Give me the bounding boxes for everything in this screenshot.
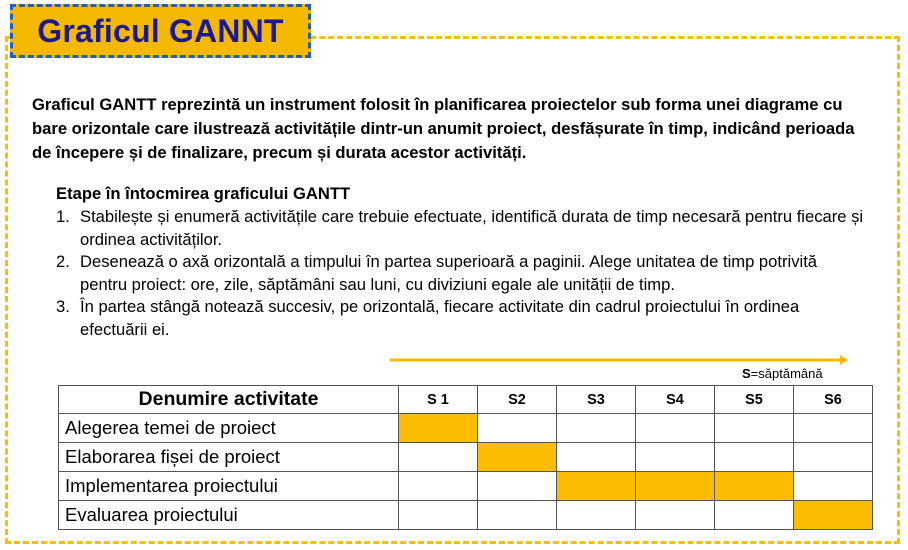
gantt-empty-cell <box>399 501 478 530</box>
gantt-empty-cell <box>636 501 715 530</box>
gantt-row <box>59 414 873 443</box>
step-item <box>56 206 866 251</box>
gantt-empty-cell <box>794 443 873 472</box>
week-header: S5 <box>715 386 794 414</box>
gantt-empty-cell <box>557 414 636 443</box>
gantt-row <box>59 443 873 472</box>
page-title: Graficul GANNT <box>37 12 284 49</box>
gantt-table <box>58 385 873 530</box>
legend-key: S <box>742 366 751 381</box>
gantt-header-row <box>59 386 873 414</box>
gantt-empty-cell <box>557 501 636 530</box>
gantt-row <box>59 501 873 530</box>
time-axis-arrow <box>390 355 848 365</box>
gantt-row <box>59 472 873 501</box>
activity-column-header: Denumire activitate <box>59 386 399 414</box>
week-header: S3 <box>557 386 636 414</box>
step-text: Desenează o axă orizontală a timpului în partea superioară a paginii. Alege unitatea de timp potrivită pentru proiect: ore, zile, săptămâni sau luni, cu diviziuni egale ale unității de timp. <box>80 252 818 294</box>
gantt-bar-cell <box>478 443 557 472</box>
week-header: S 1 <box>399 386 478 414</box>
legend-text: =săptămână <box>750 366 823 381</box>
steps-heading: Etape în întocmirea graficului GANTT <box>56 184 351 203</box>
gantt-empty-cell <box>715 414 794 443</box>
step-item <box>56 296 866 341</box>
intro-paragraph: Graficul GANTT reprezintă un instrument folosit în planificarea proiectelor sub forma unei diagrame cu bare orizontale care ilustrează activitățile dintr-un anumit proiect, desfășurate în timp, indicând perioada de începere și de finalizare, precum și durata acestor activități. <box>32 95 855 162</box>
gantt-bar-cell <box>794 501 873 530</box>
activity-name: Evaluarea proiectului <box>59 501 399 530</box>
activity-name: Alegerea temei de proiect <box>59 414 399 443</box>
gantt-empty-cell <box>715 501 794 530</box>
step-number: 1. <box>56 207 70 226</box>
activity-name: Elaborarea fișei de proiect <box>59 443 399 472</box>
step-text: În partea stângă notează succesiv, pe orizontală, fiecare activitate din cadrul proiectului în ordinea efectuării ei. <box>80 297 800 339</box>
time-unit-legend <box>742 366 823 381</box>
step-item <box>56 251 866 296</box>
gantt-bar-cell <box>715 472 794 501</box>
gantt-bar-cell <box>399 414 478 443</box>
gantt-empty-cell <box>399 472 478 501</box>
steps-list <box>56 206 866 341</box>
week-header: S6 <box>794 386 873 414</box>
activity-name: Implementarea proiectului <box>59 472 399 501</box>
week-header: S4 <box>636 386 715 414</box>
step-number: 3. <box>56 297 70 316</box>
step-text: Stabilește și enumeră activitățile care trebuie efectuate, identifică durata de timp necesară pentru fiecare și ordinea activităților. <box>80 207 864 249</box>
gantt-empty-cell <box>478 414 557 443</box>
step-number: 2. <box>56 252 70 271</box>
week-header: S2 <box>478 386 557 414</box>
gantt-empty-cell <box>636 443 715 472</box>
title-banner <box>10 4 311 58</box>
gantt-empty-cell <box>636 414 715 443</box>
gantt-empty-cell <box>478 501 557 530</box>
gantt-empty-cell <box>478 472 557 501</box>
gantt-empty-cell <box>794 414 873 443</box>
gantt-bar-cell <box>557 472 636 501</box>
gantt-empty-cell <box>715 443 794 472</box>
gantt-empty-cell <box>794 472 873 501</box>
gantt-bar-cell <box>636 472 715 501</box>
gantt-empty-cell <box>399 443 478 472</box>
gantt-empty-cell <box>557 443 636 472</box>
